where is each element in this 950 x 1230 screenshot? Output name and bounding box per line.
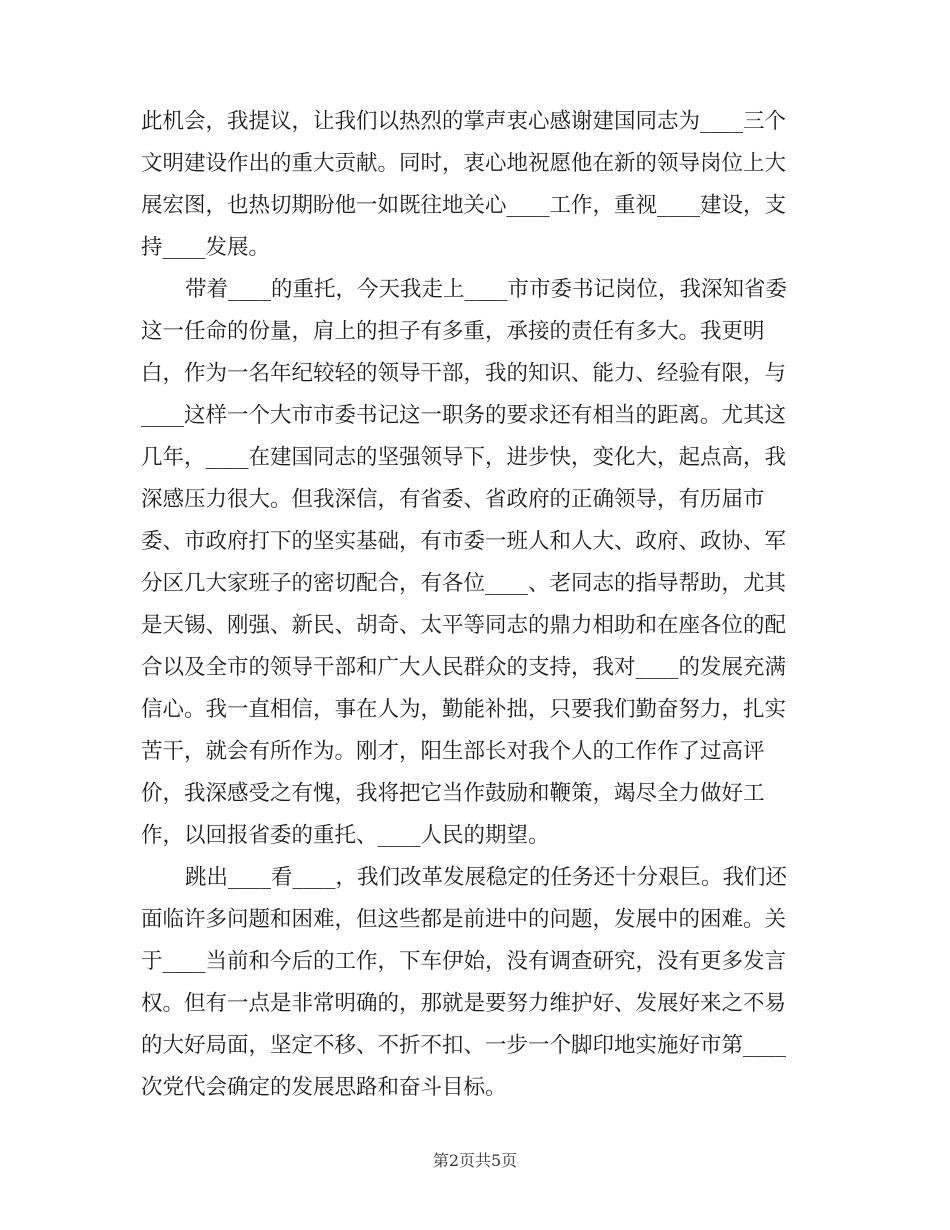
text-line: 的大好局面，坚定不移、不折不扣、一步一个脚印地实施好市第____ [141, 1033, 787, 1058]
text-line: 几年，____在建国同志的坚强领导下，进步快，变化大，起点高，我 [141, 445, 787, 470]
text-line: 于____当前和今后的工作，下车伊始，没有调查研究，没有更多发言 [141, 949, 787, 974]
text-line: 文明建设作出的重大贡献。同时，衷心地祝愿他在新的领导岗位上大 [141, 151, 787, 176]
text-line: 白，作为一名年纪较轻的领导干部，我的知识、能力、经验有限，与 [141, 361, 787, 386]
text-line: 是天锡、刚强、新民、胡奇、太平等同志的鼎力相助和在座各位的配 [141, 613, 787, 638]
text-line: 合以及全市的领导干部和广大人民群众的支持，我对____的发展充满 [141, 655, 787, 680]
text-line: 面临许多问题和困难，但这些都是前进中的问题，发展中的困难。关 [141, 907, 787, 932]
text-line: 次党代会确定的发展思路和奋斗目标。 [141, 1075, 507, 1100]
text-line: 带着____的重托，今天我走上____市市委书记岗位，我深知省委 [185, 277, 788, 302]
document-body [141, 101, 821, 1109]
text-line: 委、市政府打下的坚实基础，有市委一班人和人大、政府、政协、军 [141, 529, 787, 554]
text-line: 苦干，就会有所作为。刚才，阳生部长对我个人的工作作了过高评 [141, 739, 765, 764]
text-line: 价，我深感受之有愧，我将把它当作鼓励和鞭策，竭尽全力做好工 [141, 781, 765, 806]
text-line: 作，以回报省委的重托、____人民的期望。 [141, 823, 550, 848]
paragraph [141, 857, 821, 1109]
page-footer: 第2页共5页 [432, 1151, 518, 1170]
text-line: 展宏图，也热切期盼他一如既往地关心____工作，重视____建设，支 [141, 193, 787, 218]
paragraph [141, 269, 821, 857]
text-line: 持____发展。 [141, 235, 271, 260]
text-line: 深感压力很大。但我深信，有省委、省政府的正确领导，有历届市 [141, 487, 765, 512]
text-line: 这一任命的份量，肩上的担子有多重，承接的责任有多大。我更明 [141, 319, 765, 344]
text-line: 权。但有一点是非常明确的，那就是要努力维护好、发展好来之不易 [141, 991, 787, 1016]
text-line: 跳出____看____，我们改革发展稳定的任务还十分艰巨。我们还 [185, 865, 788, 890]
text-line: ____这样一个大市市委书记这一职务的要求还有相当的距离。尤其这 [141, 403, 787, 428]
paragraph [141, 101, 821, 269]
text-line: 此机会，我提议，让我们以热烈的掌声衷心感谢建国同志为____三个 [141, 109, 787, 134]
text-line: 信心。我一直相信，事在人为，勤能补拙，只要我们勤奋努力，扎实 [141, 697, 787, 722]
text-line: 分区几大家班子的密切配合，有各位____、老同志的指导帮助，尤其 [141, 571, 787, 596]
